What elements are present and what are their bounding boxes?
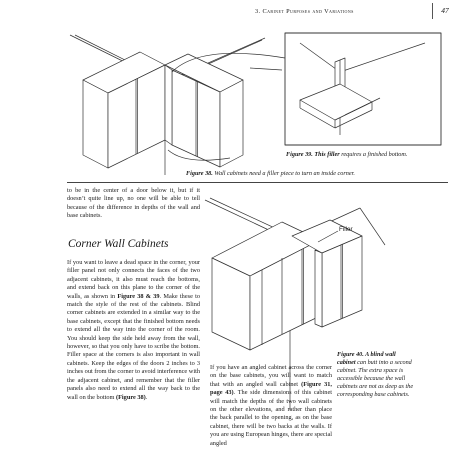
- angled-cabinet-paragraph: [210, 364, 332, 448]
- figure-38-caption: [186, 170, 448, 178]
- caption-divider: [67, 182, 448, 183]
- para1-figure-ref-2: (Figure 38): [115, 393, 146, 401]
- para2-text-a: If you have an angled cabinet across the corner on the base cabinets, you will want to match that with an angled wall cabinet: [210, 364, 332, 388]
- figure-40-caption-text: can butt into a second cabinet. The extra space is accessible because the wall cabinets are not as deep as the corresponding base cabinets.: [337, 359, 414, 398]
- para1-text-a: If you want to leave a dead space in the corner, your filler panel not only connects the faces of the two adjacent cabinets, it also must reach the bottoms, and extend back on this plane to the corner of the walls, as shown in: [67, 259, 200, 300]
- intro-paragraph: to be in the center of a door below it, but if it doesn’t quite line up, no one will be able to tell because of the difference in depths of the wall and base cabinets.: [67, 187, 200, 220]
- running-header: 3. Cabinet Purposes and Variations: [255, 8, 354, 15]
- figure-39-caption-text: requires a finished bottom.: [339, 151, 408, 158]
- figure-39-drawing: [285, 33, 441, 145]
- figure-40-caption: [337, 351, 415, 399]
- para1-figure-ref: Figure 38 & 39: [117, 292, 160, 300]
- page-number: 47: [432, 3, 457, 19]
- filler-callout-label: Filler: [339, 226, 353, 233]
- figure-38-caption-title: Figure 38.: [186, 170, 213, 177]
- para1-text-b: . Make these to match the style of the rest of the cabinets. Blind corner cabinets are extended in a similar way to the base cabinets, except that the finished bottom needs to extend all the way into the corner of the room. You should keep the side held away from the wall, however, so that you only have to scribe the bottom. Filler space at the corners is also important in wall cabinets. Keep the edges of the doors 2 inches to 3 inches out from the corner to avoid interference with the adjacent cabinet, and remember that the filler panels also need to extend all the way back to the wall on the bottom: [67, 292, 200, 401]
- figure-38-caption-text: Wall cabinets need a filler piece to turn an inside corner.: [212, 170, 355, 177]
- para1-end: .: [145, 393, 148, 401]
- corner-wall-paragraph: [67, 259, 200, 402]
- figure-38-drawing: [70, 35, 285, 175]
- para2-figure-ref: (Figure 31, page 43): [210, 380, 332, 397]
- figure-39-caption: [286, 151, 441, 159]
- para2-text-b: . The side dimensions of this cabinet will match the depths of the two wall cabinets on the other elevations, and rather than place the back parallel to the opening, as on the base cabinet, there will be two backs at the walls. If you are using European hinges, there are special angled: [210, 389, 332, 447]
- section-heading: Corner Wall Cabinets: [68, 238, 169, 250]
- figure-40-caption-title: Figure 40. A blind wall cabinet: [337, 351, 396, 366]
- figure-39-caption-title: Figure 39. This filler: [286, 151, 340, 158]
